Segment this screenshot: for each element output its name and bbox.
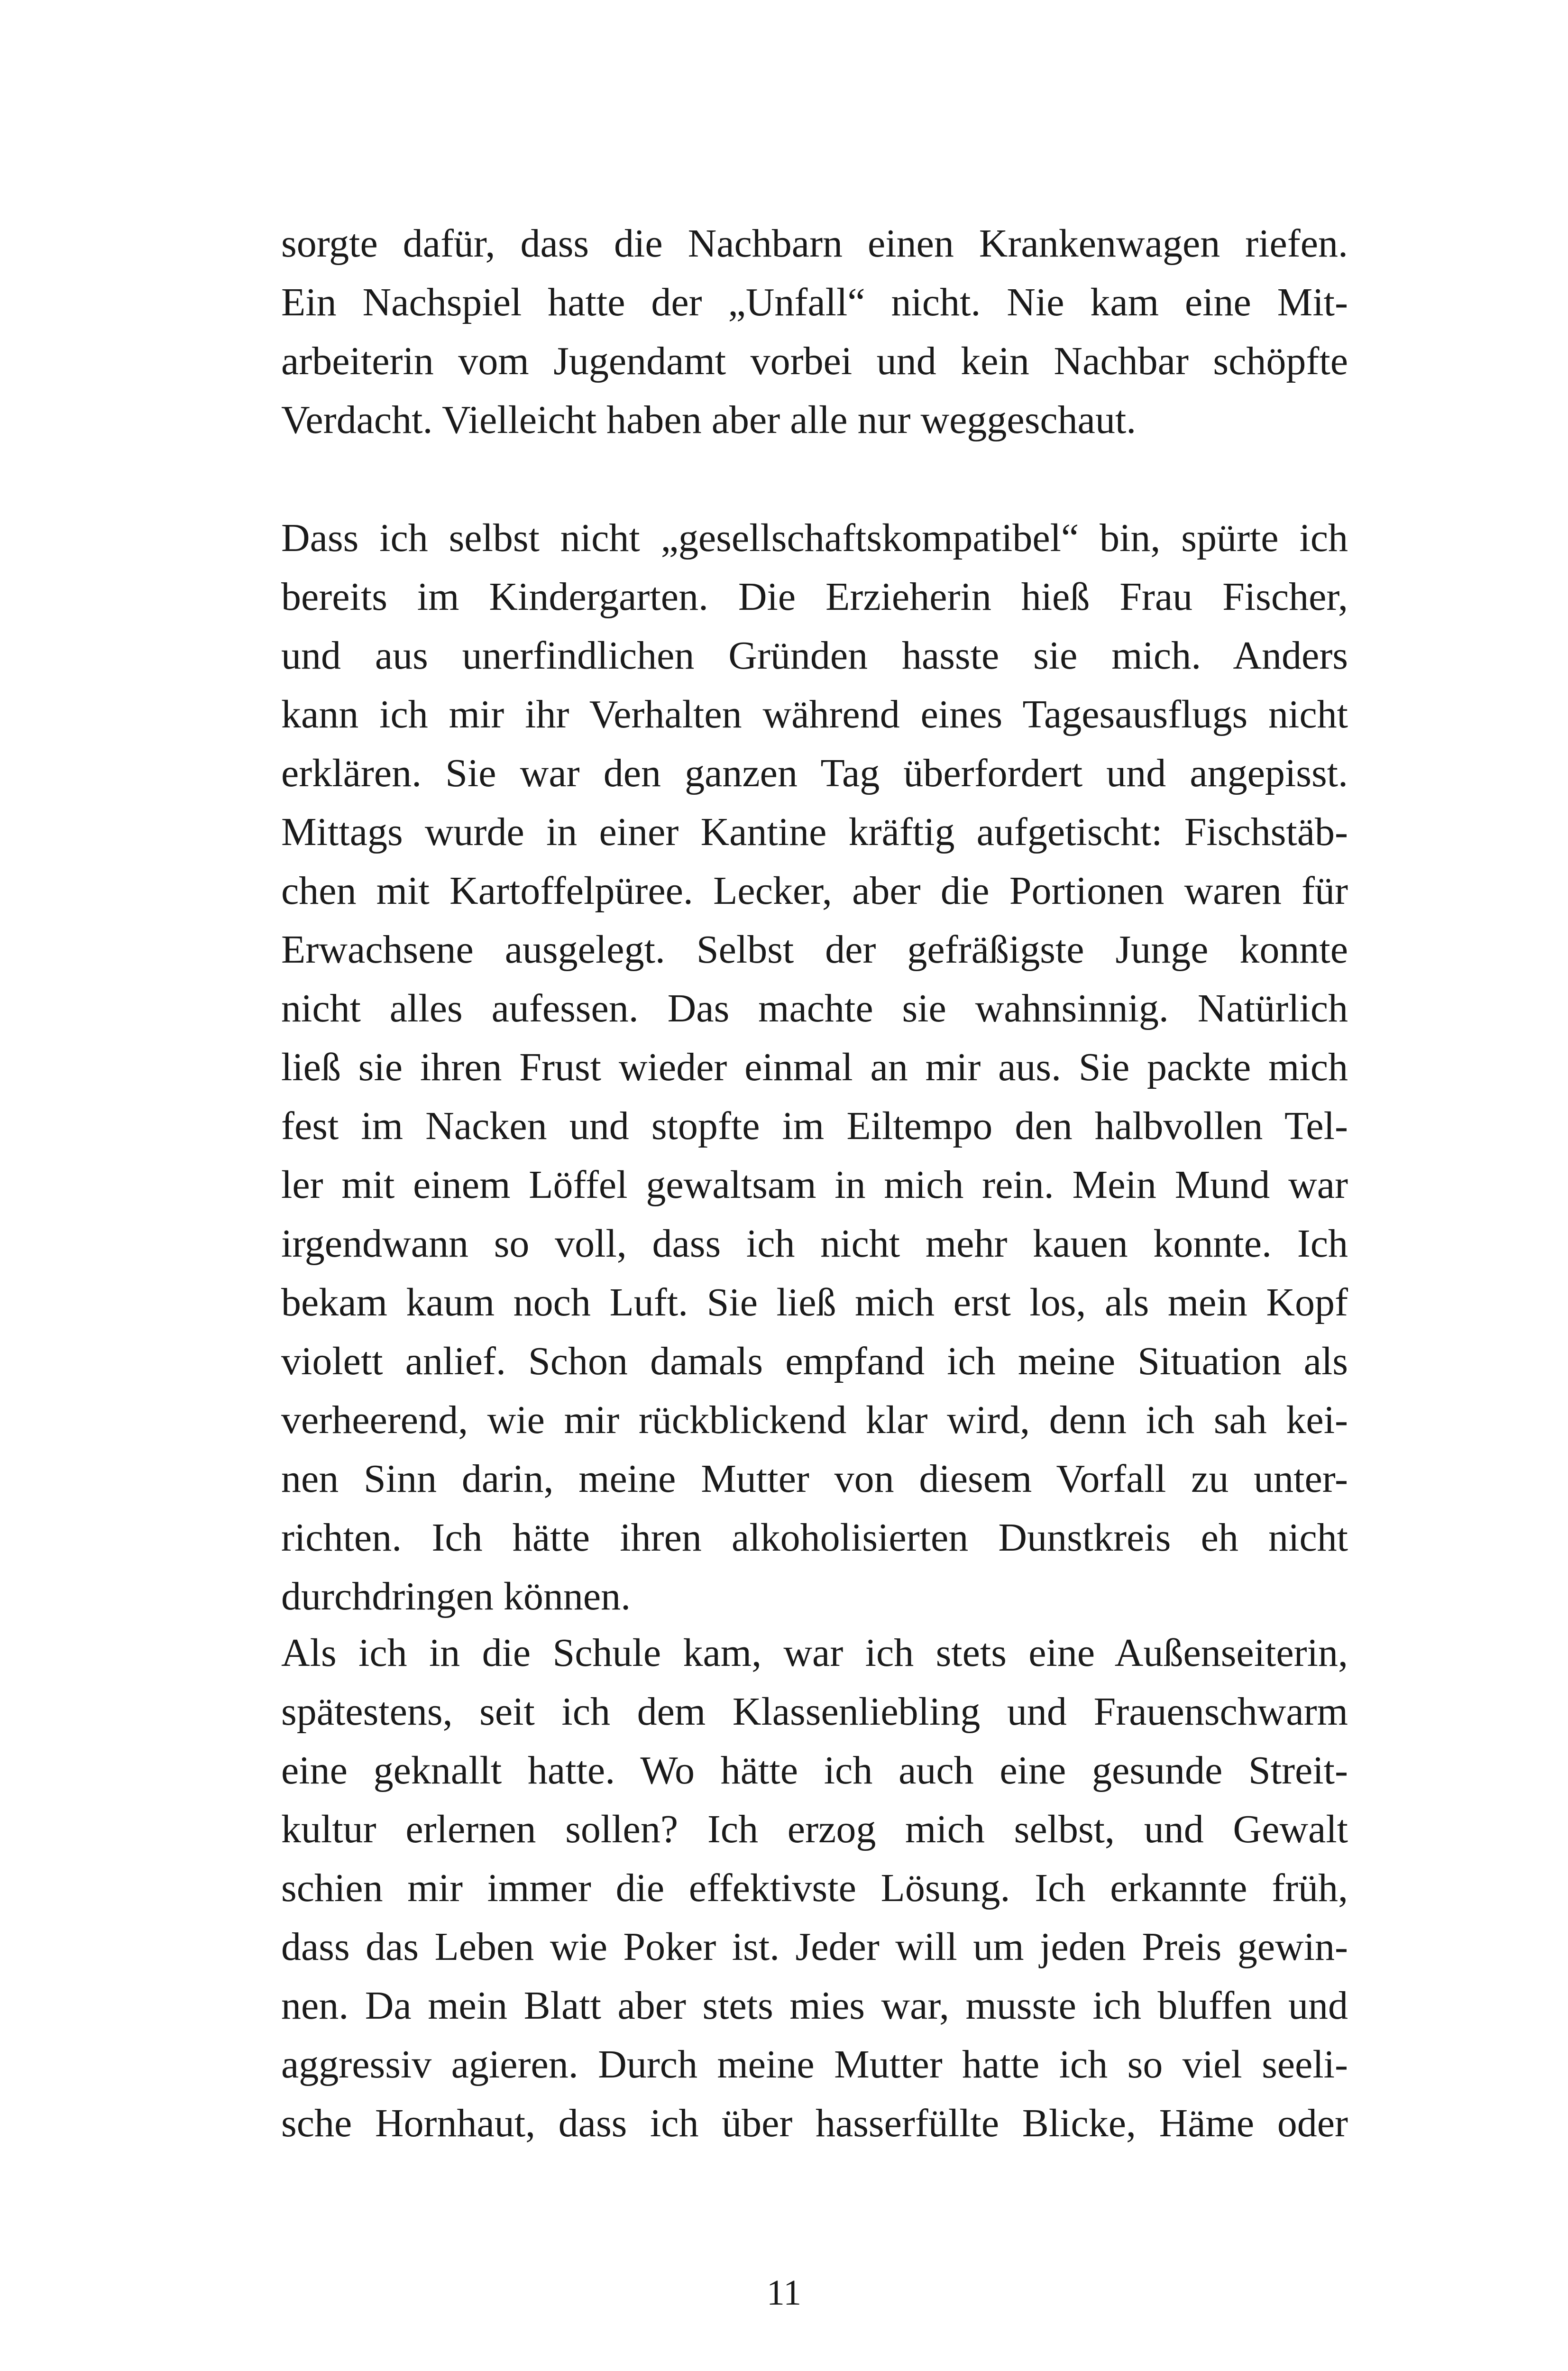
text-line: eine geknallt hatte. Wo hätte ich auch eine gesunde Streit- bbox=[281, 1748, 1348, 1792]
text-line: chen mit Kartoffelpüree. Lecker, aber die Portionen waren für bbox=[281, 869, 1348, 913]
text-line: bekam kaum noch Luft. Sie ließ mich erst los, als mein Kopf bbox=[281, 1280, 1348, 1324]
page-number: 11 bbox=[766, 2273, 802, 2313]
text-line: kultur erlernen sollen? Ich erzog mich selbst, und Gewalt bbox=[281, 1807, 1348, 1851]
text-line: sche Hornhaut, dass ich über hasserfüllte Blicke, Häme oder bbox=[281, 2101, 1348, 2145]
paragraph-3 bbox=[281, 1624, 1348, 2153]
text-line: bereits im Kindergarten. Die Erzieherin hieß Frau Fischer, bbox=[281, 575, 1348, 619]
text-line: dass das Leben wie Poker ist. Jeder will um jeden Preis gewin- bbox=[281, 1925, 1348, 1969]
text-line: verheerend, wie mir rückblickend klar wird, denn ich sah kei- bbox=[281, 1398, 1348, 1442]
text-line: Als ich in die Schule kam, war ich stets eine Außenseiterin, bbox=[281, 1631, 1348, 1675]
text-line: durchdringen können. bbox=[281, 1574, 631, 1618]
text-line: irgendwann so voll, dass ich nicht mehr kauen konnte. Ich bbox=[281, 1222, 1348, 1266]
text-line: Ein Nachspiel hatte der „Unfall“ nicht. Nie kam eine Mit- bbox=[281, 280, 1348, 324]
text-line: aggressiv agieren. Durch meine Mutter hatte ich so viel seeli- bbox=[281, 2042, 1348, 2086]
text-line: kann ich mir ihr Verhalten während eines Tagesausflugs nicht bbox=[281, 692, 1348, 736]
text-line: sorgte dafür, dass die Nachbarn einen Krankenwagen riefen. bbox=[281, 221, 1348, 266]
text-line: nen. Da mein Blatt aber stets mies war, musste ich bluffen und bbox=[281, 1984, 1348, 2028]
text-line: fest im Nacken und stopfte im Eiltempo den halbvollen Tel- bbox=[281, 1104, 1348, 1148]
paragraph-1 bbox=[281, 214, 1348, 450]
text-line: Erwachsene ausgelegt. Selbst der gefräßigste Junge konnte bbox=[281, 928, 1348, 972]
text-line: richten. Ich hätte ihren alkoholisierten Dunstkreis eh nicht bbox=[281, 1516, 1348, 1560]
text-line: nen Sinn darin, meine Mutter von diesem Vorfall zu unter- bbox=[281, 1457, 1348, 1501]
text-line: erklären. Sie war den ganzen Tag überfordert und angepisst. bbox=[281, 751, 1348, 795]
text-line: schien mir immer die effektivste Lösung. Ich erkannte früh, bbox=[281, 1866, 1348, 1910]
text-line: Mittags wurde in einer Kantine kräftig aufgetischt: Fischstäb- bbox=[281, 810, 1348, 854]
text-line: nicht alles aufessen. Das machte sie wahnsinnig. Natürlich bbox=[281, 986, 1348, 1030]
text-line: ler mit einem Löffel gewaltsam in mich rein. Mein Mund war bbox=[281, 1163, 1348, 1207]
text-line: violett anlief. Schon damals empfand ich meine Situation als bbox=[281, 1339, 1348, 1383]
text-line: Dass ich selbst nicht „gesellschaftskompatibel“ bin, spürte ich bbox=[281, 516, 1348, 560]
text-line: Verdacht. Vielleicht haben aber alle nur weggeschaut. bbox=[281, 398, 1137, 442]
paragraph-2 bbox=[281, 509, 1348, 1626]
text-line: spätestens, seit ich dem Klassenliebling und Frauenschwarm bbox=[281, 1690, 1348, 1734]
text-line: ließ sie ihren Frust wieder einmal an mir aus. Sie packte mich bbox=[281, 1045, 1348, 1089]
text-line: arbeiterin vom Jugendamt vorbei und kein Nachbar schöpfte bbox=[281, 339, 1348, 383]
text-line: und aus unerfindlichen Gründen hasste sie mich. Anders bbox=[281, 634, 1348, 678]
